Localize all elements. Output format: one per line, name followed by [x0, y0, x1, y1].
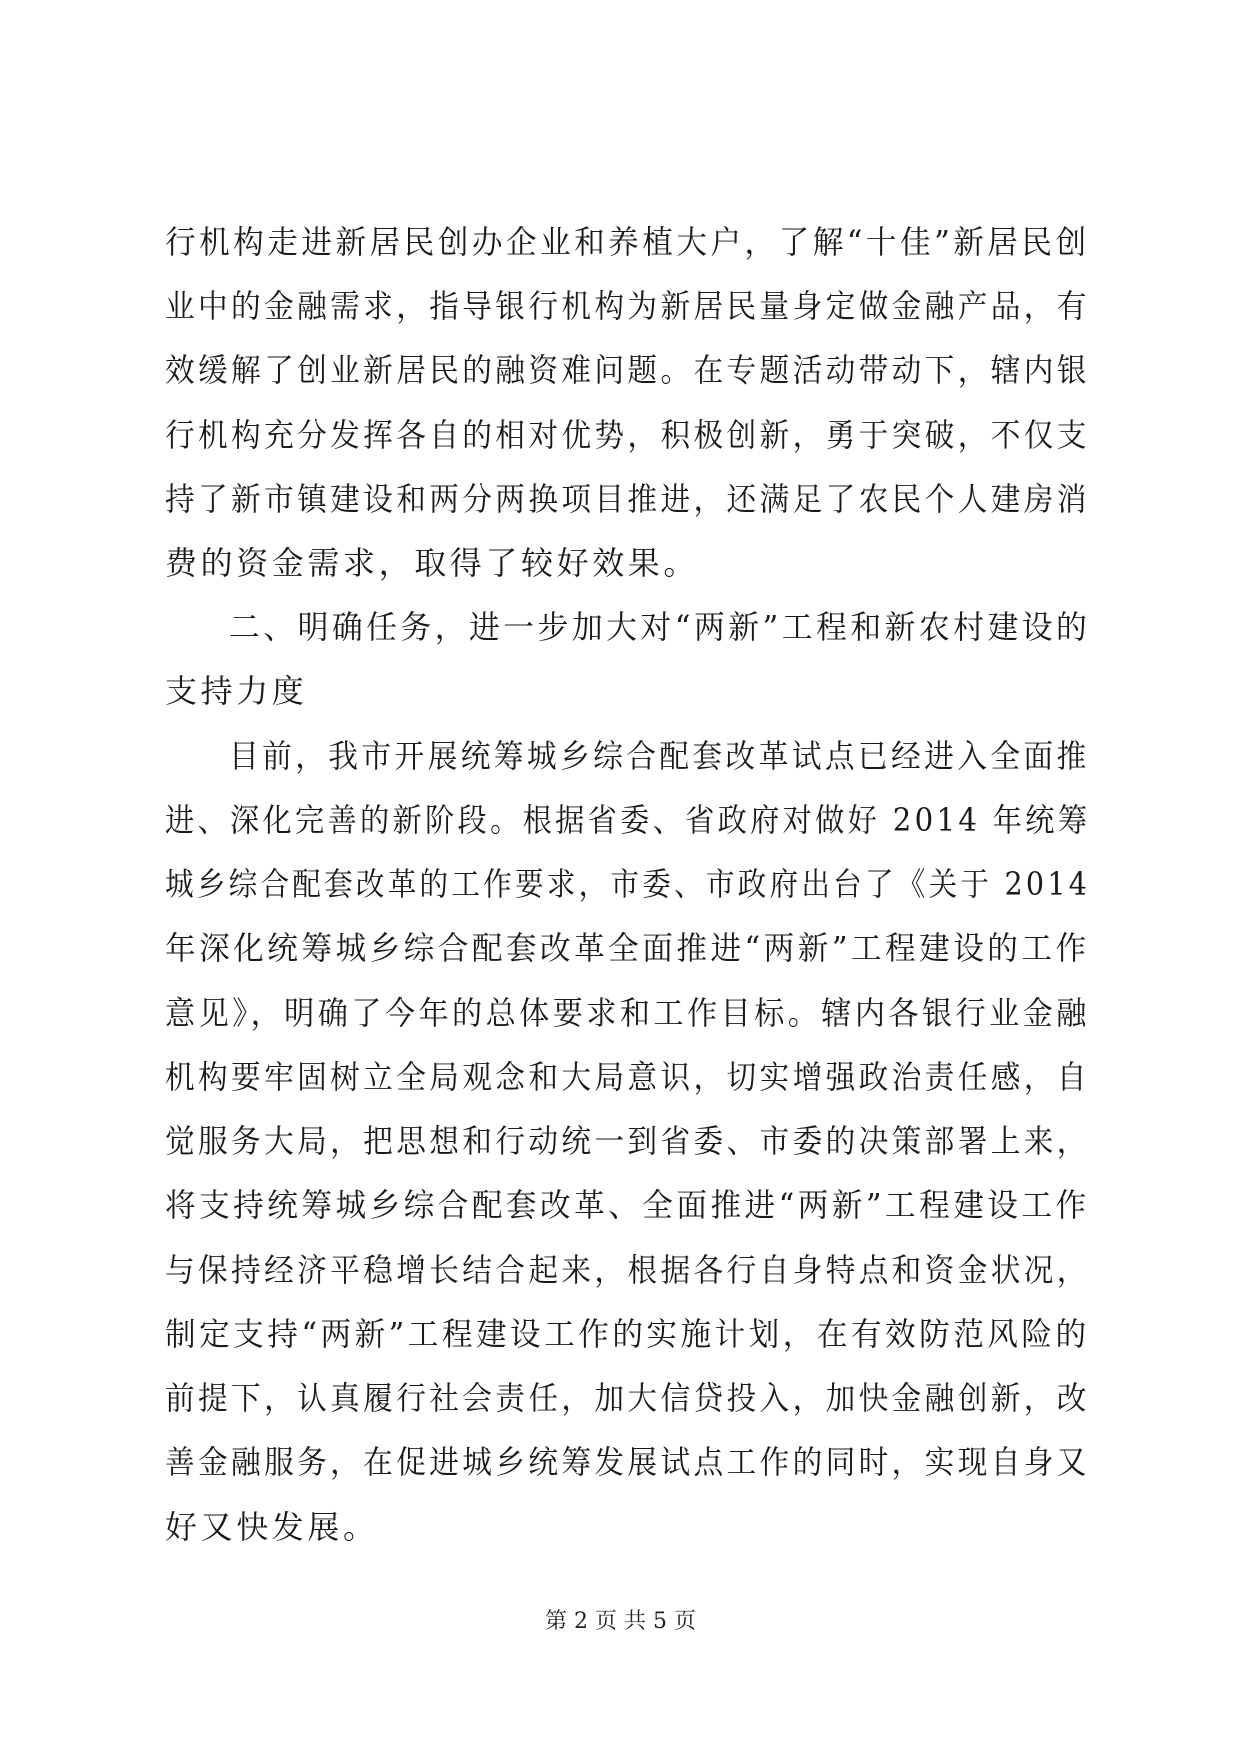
text-line: 与保持经济平稳增长结合起来，根据各行自身特点和资金状况，: [165, 1251, 1090, 1289]
text-line: 好又快发展。: [165, 1508, 379, 1546]
text-line: 城乡综合配套改革的工作要求，市委、市政府出台了《关于 2014: [165, 865, 1091, 903]
text-line: 进、深化完善的新阶段。根据省委、省政府对做好 2014 年统筹: [165, 801, 1091, 839]
text-line: 业中的金融需求，指导银行机构为新居民量身定做金融产品，有: [165, 287, 1090, 325]
section-heading-line: 支持力度: [165, 672, 308, 710]
text-line: 持了新市镇建设和两分两换项目推进，还满足了农民个人建房消: [165, 480, 1090, 518]
text-line: 费的资金需求，取得了较好效果。: [165, 544, 700, 582]
section-heading-line: 二、明确任务，进一步加大对“两新”工程和新农村建设的: [229, 608, 1091, 646]
text-line: 制定支持“两新”工程建设工作的实施计划，在有效防范风险的: [165, 1315, 1090, 1353]
text-line: 善金融服务，在促进城乡统筹发展试点工作的同时，实现自身又: [165, 1443, 1090, 1481]
text-line: 目前，我市开展统筹城乡综合配套改革试点已经进入全面推: [229, 737, 1090, 775]
text-line: 前提下，认真履行社会责任，加大信贷投入，加快金融创新，改: [165, 1379, 1090, 1417]
text-line: 觉服务大局，把思想和行动统一到省委、市委的决策部署上来，: [165, 1122, 1090, 1160]
text-line: 机构要牢固树立全局观念和大局意识，切实增强政治责任感，自: [165, 1058, 1090, 1096]
text-line: 年深化统筹城乡综合配套改革全面推进“两新”工程建设的工作: [165, 929, 1090, 967]
text-line: 行机构走进新居民创办企业和养植大户，了解“十佳”新居民创: [165, 223, 1090, 261]
text-line: 意见》，明确了今年的总体要求和工作目标。辖内各银行业金融: [165, 994, 1090, 1032]
text-line: 行机构充分发挥各自的相对优势，积极创新，勇于突破，不仅支: [165, 416, 1090, 454]
text-line: 效缓解了创业新居民的融资难问题。在专题活动带动下，辖内银: [165, 351, 1090, 389]
text-line: 将支持统筹城乡综合配套改革、全面推进“两新”工程建设工作: [165, 1186, 1090, 1224]
page-number-footer: 第 2 页 共 5 页: [545, 1609, 696, 1634]
